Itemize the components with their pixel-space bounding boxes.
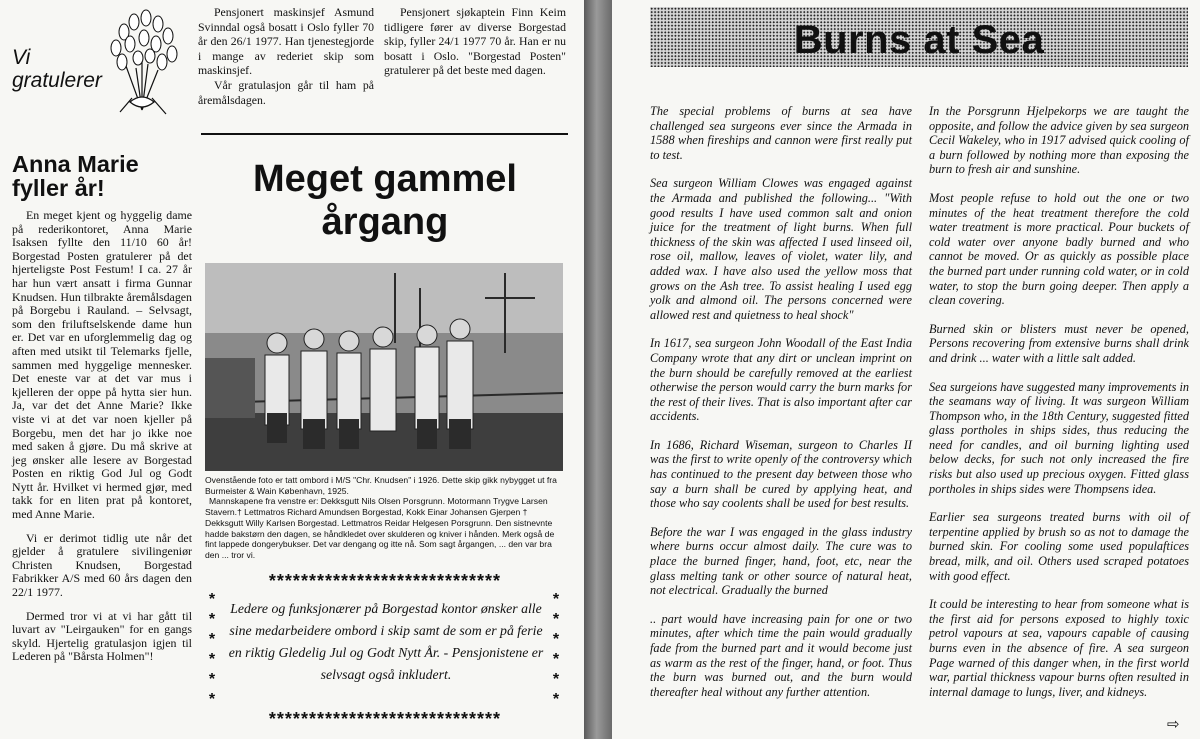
svinndal-paragraph: Pensjonert maskinsjef Asmund Svinndal også bosatt i Oslo fyller 70 år den 26/1 1977. Han tjenestegjorde i mange av rederiet skip som maskinsjef. xyxy=(198,5,374,78)
greeting-star-border-top: ***************************** xyxy=(268,571,502,591)
greeting-star-border-right: * * * * * * xyxy=(552,591,560,708)
keim-paragraph: Pensjonert sjøkaptein Finn Keim tidligere fører av diverse Borgestad skip, fyller 24/1 1977 70 år. Han er nu bosatt i Oslo. "Borgestad Posten" gratulerer på det beste med dagen. xyxy=(384,5,566,78)
article-left-column xyxy=(650,104,912,699)
caption-line-2: Mannskapene fra venstre er: Dekksgutt Nils Olsen Porsgrunn. Motormann Trygve Larsen Stavern.† Lettmatros Richard Amundsen Borgestad, Kokk Einar Johansen Gjerpen † Dekksgutt Willy Karlsen Borgestad. Lettmatros Reidar Helgesen Porsgrunn. Den sistnevnte hadde bakstørn den dagen, se håndkledet over skulderen og kniver i hånden. Merk også de fint lappede dongerybukser. Det var dengang og itte nå. Som sagt årgangen, ... den var bra den ... tror vi. xyxy=(205,496,555,560)
caption-line-1: Ovenstående foto er tatt ombord i M/S "Chr. Knudsen" i 1926. Dette skip gikk nybygget ut fra Burmeister & Wain København, 1925. xyxy=(205,475,557,496)
right-page xyxy=(612,0,1200,739)
paragraph-cold-water: Most people refuse to hold out the one or two minutes of the heat treatment therefore the cold water treatment is more practical. Pour buckets of cold water over anyone badly burned and who cannot be moved. Or as quickly as possible place the burned part under running cold water, or in cold water, to stop the burn going deeper. Then apply a clean covering. xyxy=(929,190,1189,308)
vi-gratulerer-heading xyxy=(12,46,102,92)
greeting-star-border-left: * * * * * * xyxy=(208,591,216,708)
section-divider xyxy=(201,133,568,135)
paragraph-hjelpekorps: In the Porsgrunn Hjelpekorps we are taught the opposite, and follow the advice given by sea surgeon Cecil Wakeley, who in 1917 advised quick cooling of a burn followed by nothing more than exposing the burn to fresh air and sunshine. xyxy=(929,104,1189,177)
burns-at-sea-title: Burns at Sea xyxy=(793,18,1045,62)
headline-line-1: Meget gammel xyxy=(253,158,517,200)
paragraph-glass-industry: Before the war I was engaged in the glass industry where burns occur almost daily. The cure was to place the burned finger, hand, foot, etc, near the glass melting tank or other source of natural heat, not electrical. Gradually the burned xyxy=(650,524,912,598)
paragraph-woodall: In 1617, sea surgeon John Woodall of the East India Company wrote that any dirt or unclean imprint on the burn should be carefully removed at the earliest otherwise the person would carry the burn marks for the rest of their lives. That is also important after car accidents. xyxy=(650,336,912,424)
paragraph-burned-out: .. part would have increasing pain for one or two minutes, after which time the pain would gradually fade from the burned part and it would become just as warm as the rest of the finger, hand, or foot. Thus the burn was burned out, and the burn would thereafter heal without any further attention. xyxy=(650,611,912,699)
greeting-star-border-bottom: ***************************** xyxy=(268,709,502,729)
congrats-column-keim xyxy=(384,5,566,78)
anna-marie-headline: Anna Marie fyller år! xyxy=(12,151,139,201)
crew-photo xyxy=(205,263,563,471)
christmas-greeting-box xyxy=(205,572,565,730)
paragraph-armada: The special problems of burns at sea have challenged sea surgeons ever since the Armada in 1588 when fireships and cannon were first really put to test. xyxy=(650,104,912,162)
meget-gammel-headline xyxy=(205,158,565,244)
christen-paragraph: Vi er derimot tidlig ute når det gjelder å gratulere sivilingeniør Christen Knudsen, Borgestad Fabrikker A/S med 60 års dagen den 22/1 1977. xyxy=(12,530,192,600)
svinndal-closing: Vår gratulasjon går til ham på åremålsdagen. xyxy=(198,77,374,107)
gratulerer-text: gratulerer xyxy=(12,69,102,92)
headline-line-2: årgang xyxy=(321,201,449,243)
vi-text: Vi xyxy=(12,46,31,69)
paragraph-portholes: Sea surgeions have suggested many improvements in the seamans way of living. It was surgeon William Thompson who, in the 18th Century, suggested fitted glass portholes in ships sides, thus reducing the need for candles, and oil burning lighting used below decks, for such not only increased the fire risks but also used up precious oxygen. Fitted glass portholes in ships sides were Thompsens idea. xyxy=(929,379,1190,496)
paragraph-terpentine: Earlier sea surgeons treated burns with oil of terpentine applied by brush so as not to damage the burned skin. For cooling some used populaftices bread, milk, and oil. Others used scraped potatoes with good effect. xyxy=(929,510,1189,583)
anna-paragraph: En meget kjent og hyggelig dame på rederikontoret, Anna Marie Isaksen fyllte den 11/10 60 år! Borgestad Posten gratulerer på det hjerteligste Post Festum! I ca. 27 år har hun vært ansatt i firma Gunnar Knudsen. Hun tilbrakte åremålsdagen på Borgebu i Rauland. – Selvsagt, som den friluftselskende dame hun er. Det var en uforglemmelig dag og aften med utsikt til Telemarks fjelle, sammen med hyggelige mennesker. Det eneste var at det var mus i kjelleren der oppe på hytta sier hun. Ja, var det det Anne Marie? Ikke viste vi at det var noen kjeller på Borgebu, men det har jo ikke noe med saken å gjøre. Du må skrive at jeg ønsker alle lesere av Borgestad Posten en riktig God Jul og Godt Nytt år. Hvilket vi hermed gjør, med takk for en liten prat på kontoret, med Anne Marie. xyxy=(12,208,192,522)
page-gutter xyxy=(584,0,612,739)
article-right-column xyxy=(929,104,1189,699)
leirgauken-paragraph: Dermed tror vi at vi har gått til luvart av "Leirgauken" for en gangs skyld. Hjertelig gratulasjon igjen til Lederen på "Bårsta Holmen"! xyxy=(12,608,192,664)
paragraph-clowes: Sea surgeon William Clowes was engaged against the Armada and published the following... "With good results I have used common salt and onion juice for the treatment of light burns. When full thickness of the skin was affected I used linseed oil, rose oil, mallow, leaves of violet, water lily, and added wax. I have also used the yellow moss that grows on the Ash tree. To assist healing I used egg yolk and almond oil. The persons concerned were allowed rest and quietness to heal shock" xyxy=(650,176,912,322)
left-page xyxy=(0,0,584,739)
paragraph-blisters: Burned skin or blisters must never be opened, Persons recovering from extensive burns shall drink and drink ... water with a little salt added. xyxy=(929,321,1189,365)
paragraph-wiseman: In 1686, Richard Wiseman, surgeon to Charles II was the first to write openly of the controversy which has continued to the present day between those who say a burn shall be cured by applying heat, and those who say coolents shall be used for best results. xyxy=(650,437,912,511)
paragraph-petrol-vapours: It could be interesting to hear from someone what is the first aid for persons exposed to highly toxic petrol vapours at sea, vapours capable of causing burns even in the absence of fire. A sea surgeon Page warned of this danger when, in the first world war, partial thickness vapour burns often resulted in internal damage to lungs, liver, and kidneys. xyxy=(929,597,1189,699)
continue-arrow-icon: ⇨ xyxy=(1167,715,1180,733)
congrats-column-svinndal xyxy=(198,5,374,107)
title-banner xyxy=(650,7,1188,67)
flower-bouquet-illustration xyxy=(96,6,186,116)
greeting-text: Ledere og funksjonærer på Borgestad kontor ønsker alle sine medarbeidere ombord i skip samt de som er på ferie en riktig Gledelig Jul og Godt Nytt År. - Pensjonistene er selvsagt også inkludert. xyxy=(228,601,544,682)
photo-caption xyxy=(205,475,565,561)
anna-marie-article xyxy=(12,209,192,664)
